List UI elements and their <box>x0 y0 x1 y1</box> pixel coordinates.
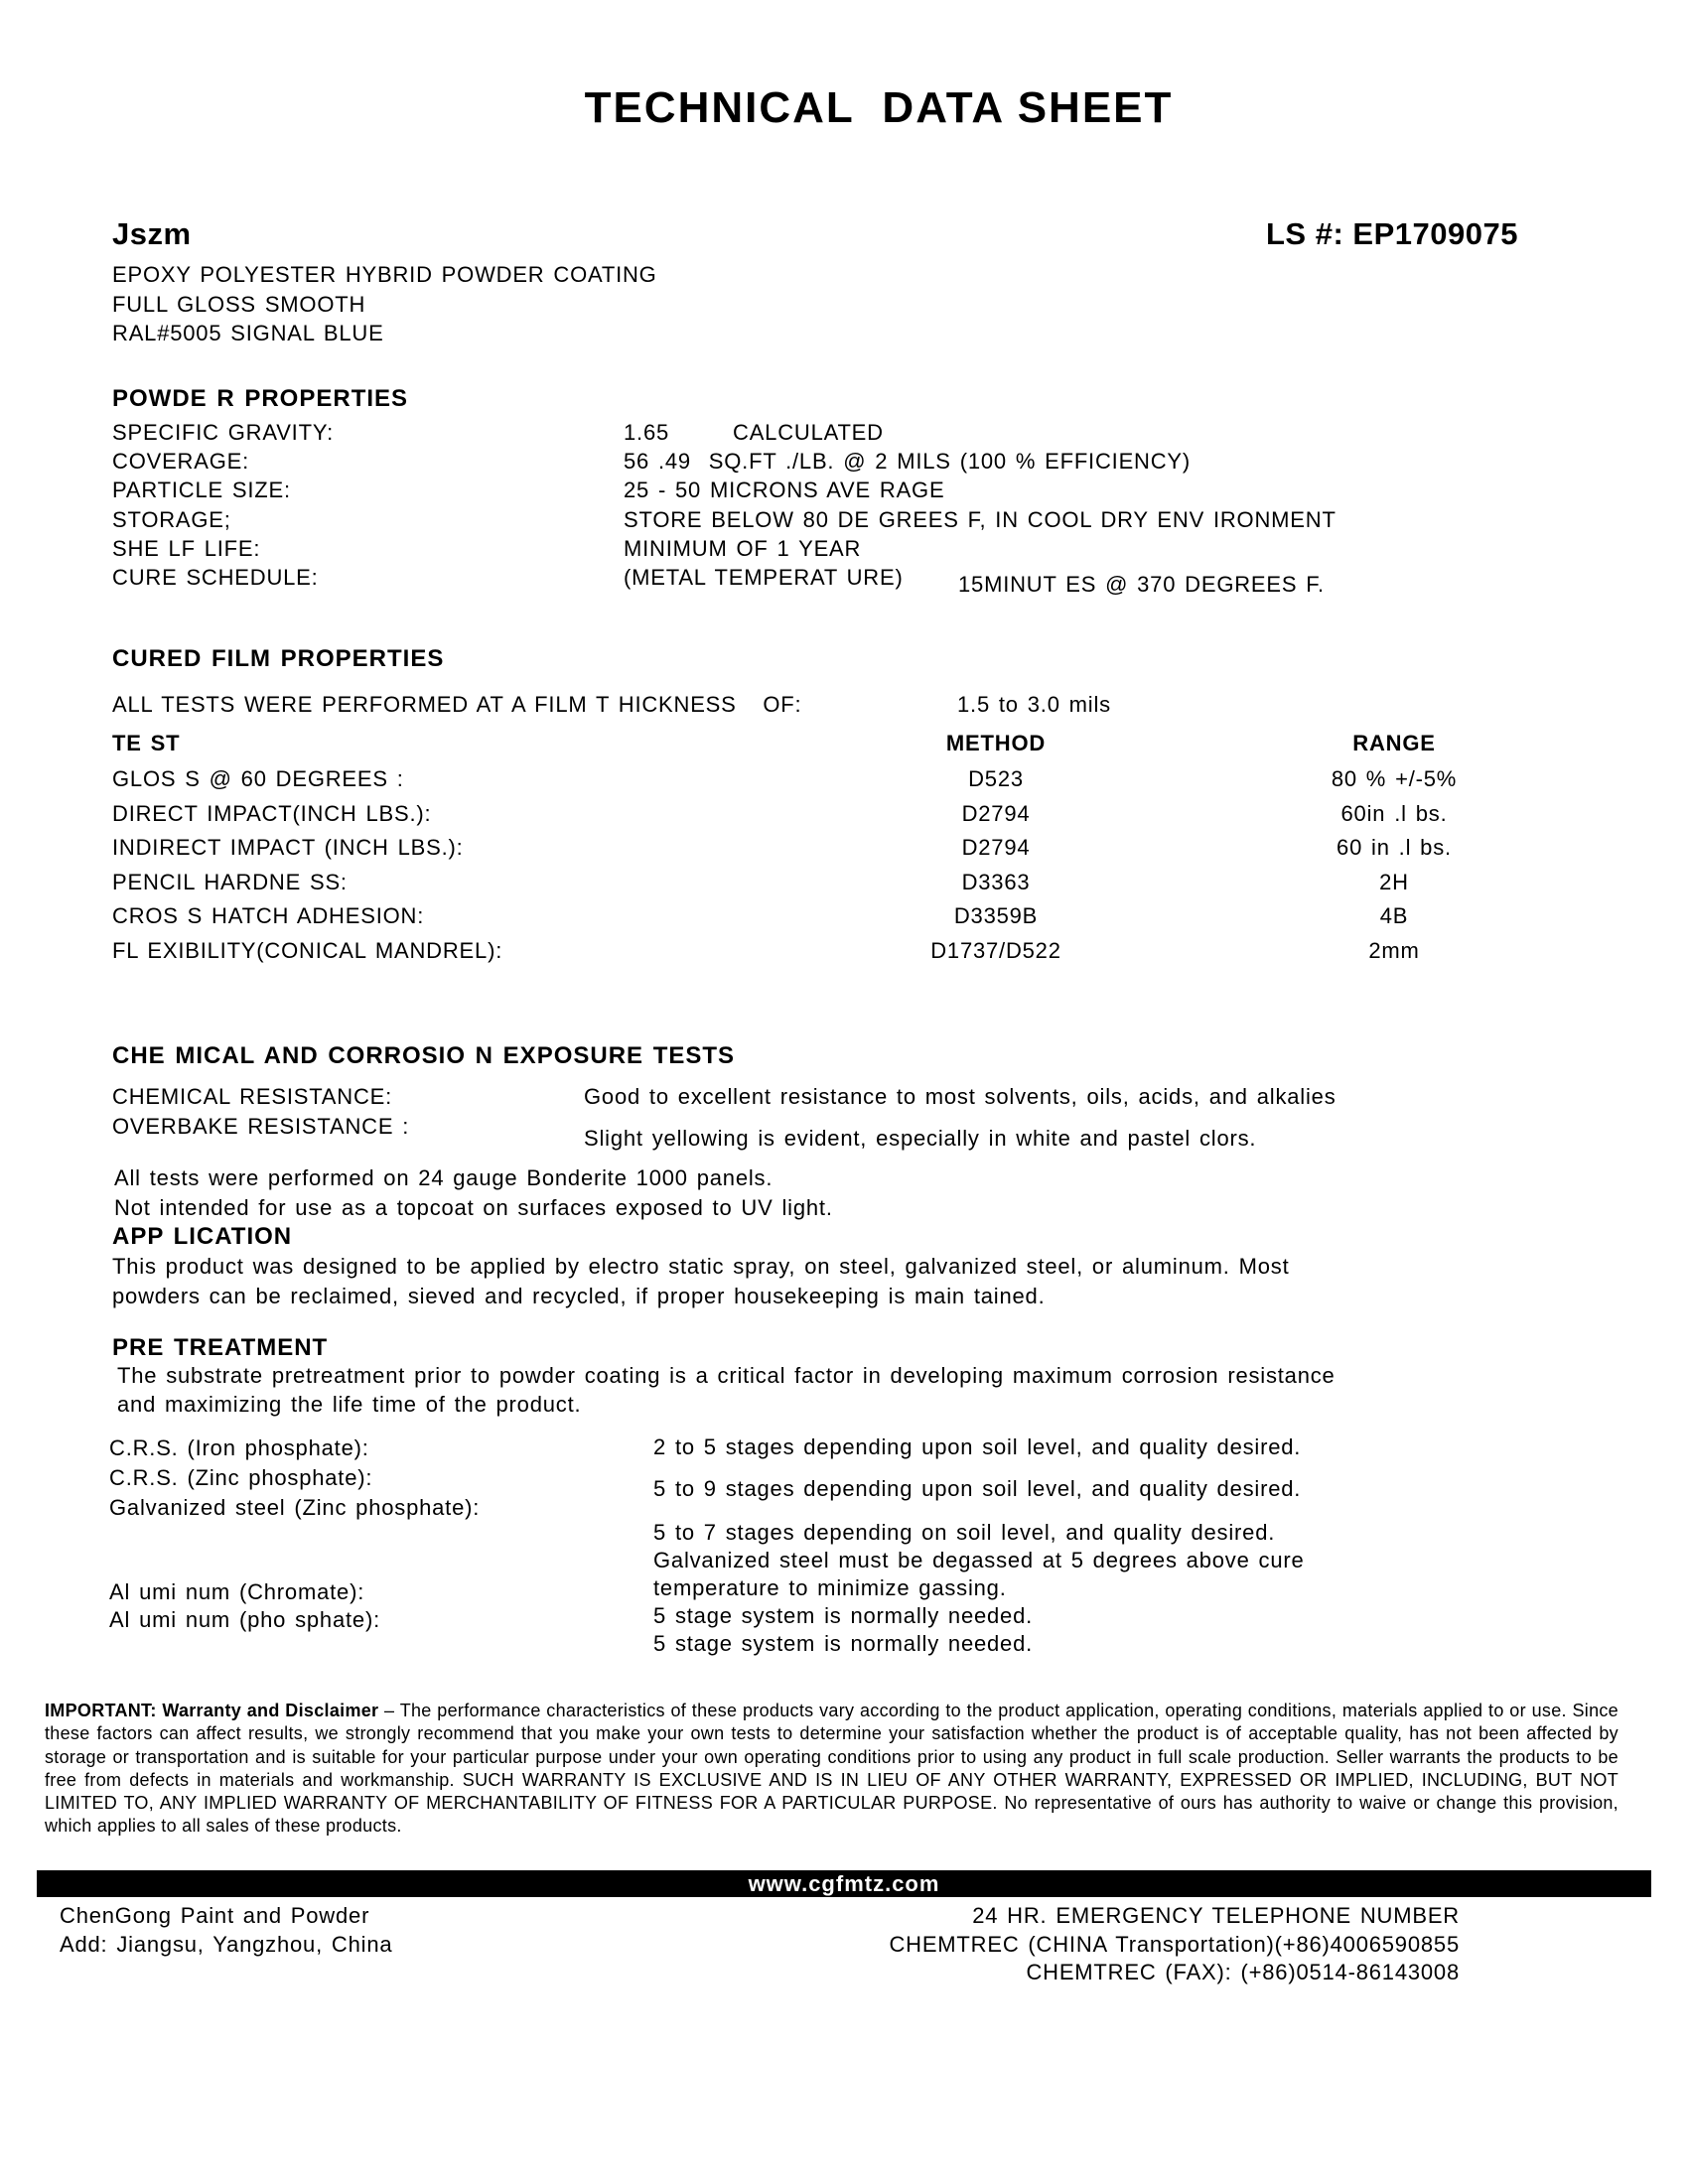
property-label: COVERAGE: <box>112 449 250 475</box>
table-row <box>112 831 1569 866</box>
test-range: 4B <box>1379 903 1409 928</box>
company-name: ChenGong Paint and Powder <box>60 1903 370 1928</box>
pretreatment-label: Galvanized steel (Zinc phosphate): <box>109 1495 481 1520</box>
column-header-method: METHOD <box>945 731 1047 755</box>
page-title: TECHNICAL DATA SHEET <box>584 83 1174 132</box>
test-range: 60 in .l bs. <box>1336 835 1452 860</box>
application-text <box>112 1252 1289 1311</box>
property-value: MINIMUM OF 1 YEAR <box>624 535 862 561</box>
pretreatment-value: 5 to 9 stages depending upon soil level, and quality desired. <box>653 1476 1302 1501</box>
property-value: 56 .49 SQ.FT ./LB. @ 2 MILS (100 % EFFICIENCY) <box>624 449 1192 475</box>
pretreatment-value: 5 to 7 stages depending on soil level, and quality desired. <box>653 1520 1276 1545</box>
test-method: D1737/D522 <box>930 937 1061 963</box>
test-name: GLOS S @ 60 DEGREES : <box>112 766 404 791</box>
pretreatment-label: Al umi num (pho sphate): <box>109 1606 380 1632</box>
property-value: (METAL TEMPERAT URE) <box>624 565 904 591</box>
test-name: PENCIL HARDNE SS: <box>112 869 348 894</box>
property-label: SPECIFIC GRAVITY: <box>112 420 335 445</box>
test-method: D2794 <box>961 800 1031 826</box>
test-range: 2mm <box>1368 937 1420 963</box>
pretreatment-values <box>653 1433 1305 1658</box>
pretreatment-label: C.R.S. (Iron phosphate): <box>109 1435 369 1460</box>
property-note: CALCULATED <box>733 420 884 445</box>
emergency-line: 24 HR. EMERGENCY TELEPHONE NUMBER <box>972 1903 1460 1928</box>
test-method: D3363 <box>961 869 1031 894</box>
application-heading: APP LICATION <box>112 1223 293 1250</box>
pretreatment-value: temperature to minimize gassing. <box>653 1575 1007 1600</box>
chemical-tests-heading: CHE MICAL AND CORROSIO N EXPOSURE TESTS <box>112 1042 736 1069</box>
test-range: 2H <box>1379 869 1409 894</box>
emergency-line: CHEMTREC (CHINA Transportation)(+86)4006590855 <box>889 1931 1460 1957</box>
product-name: Jszm <box>112 216 192 251</box>
application-line: This product was designed to be applied by electro static spray, on steel, galvanized steel, or aluminum. Most <box>112 1254 1290 1279</box>
test-name: CROS S HATCH ADHESION: <box>112 903 425 928</box>
application-line: powders can be reclaimed, sieved and recycled, if proper housekeeping is main tained. <box>112 1284 1046 1308</box>
pretreatment-heading: PRE TREATMENT <box>112 1334 329 1361</box>
property-label: PARTICLE SIZE: <box>112 478 291 503</box>
test-name: DIRECT IMPACT(INCH LBS.): <box>112 800 432 826</box>
film-table-header <box>112 729 1569 757</box>
powder-properties-heading: POWDE R PROPERTIES <box>112 385 409 412</box>
table-row <box>112 899 1569 934</box>
overbake-resistance-value: Slight yellowing is evident, especially in white and pastel clors. <box>584 1126 1257 1151</box>
test-name: INDIRECT IMPACT (INCH LBS.): <box>112 835 464 860</box>
table-row <box>112 797 1569 832</box>
pretreatment-labels-lower <box>109 1578 380 1633</box>
property-row <box>112 505 1582 534</box>
note-line: Not intended for use as a topcoat on surfaces exposed to UV light. <box>114 1195 833 1220</box>
description-line: FULL GLOSS SMOOTH <box>112 291 366 317</box>
column-header-test: TE ST <box>112 731 181 755</box>
property-row <box>112 563 1582 598</box>
test-method: D523 <box>968 766 1024 791</box>
test-method: D3359B <box>953 903 1039 928</box>
pretreatment-labels-upper <box>109 1433 480 1523</box>
pretreatment-value: 2 to 5 stages depending upon soil level, and quality desired. <box>653 1434 1302 1459</box>
property-row <box>112 418 1582 447</box>
description-line: RAL#5005 SIGNAL BLUE <box>112 321 384 345</box>
note-line: All tests were performed on 24 gauge Bonderite 1000 panels. <box>114 1165 774 1190</box>
test-name: FL EXIBILITY(CONICAL MANDREL): <box>112 937 503 963</box>
product-description <box>112 260 657 348</box>
powder-properties-list <box>112 418 1582 598</box>
chemical-resistance-value: Good to excellent resistance to most solvents, oils, acids, and alkalies <box>584 1084 1336 1109</box>
pretreatment-label: Al umi num (Chromate): <box>109 1579 365 1604</box>
footer-emergency-block <box>844 1902 1460 1987</box>
website-bar <box>37 1870 1651 1897</box>
website-link[interactable]: www.cgfmtz.com <box>748 1871 940 1896</box>
property-value: STORE BELOW 80 DE GREES F, IN COOL DRY ENV IRONMENT <box>624 506 1336 532</box>
company-address: Add: Jiangsu, Yangzhou, China <box>60 1931 393 1957</box>
test-method: D2794 <box>961 835 1031 860</box>
property-note: 15MINUT ES @ 370 DEGREES F. <box>958 572 1325 598</box>
chemical-resistance-label: CHEMICAL RESISTANCE: <box>112 1084 393 1109</box>
pretreatment-value: Galvanized steel must be degassed at 5 degrees above cure <box>653 1548 1305 1572</box>
test-notes <box>114 1163 833 1223</box>
property-label: SHE LF LIFE: <box>112 535 261 561</box>
property-row <box>112 534 1582 563</box>
film-thickness-line <box>112 690 1502 719</box>
property-row <box>112 447 1582 476</box>
table-row <box>112 934 1569 969</box>
test-range: 60in .l bs. <box>1340 800 1448 826</box>
pretreatment-value: 5 stage system is normally needed. <box>653 1631 1034 1656</box>
property-value: 25 - 50 MICRONS AVE RAGE <box>624 478 945 503</box>
overbake-resistance-label: OVERBAKE RESISTANCE : <box>112 1114 410 1139</box>
footer-company-block <box>60 1902 392 1959</box>
description-line: EPOXY POLYESTER HYBRID POWDER COATING <box>112 262 657 287</box>
pretreatment-label: C.R.S. (Zinc phosphate): <box>109 1465 373 1490</box>
pretreatment-intro-line: and maximizing the life time of the product. <box>117 1391 582 1417</box>
film-table-rows <box>112 762 1569 968</box>
property-row <box>112 476 1582 504</box>
table-row <box>112 866 1569 900</box>
pretreatment-intro-line: The substrate pretreatment prior to powder coating is a critical factor in developing maximum corrosion resistance <box>117 1363 1336 1388</box>
film-thickness-label: ALL TESTS WERE PERFORMED AT A FILM T HICKNESS OF: <box>112 692 802 717</box>
test-range: 80 % +/-5% <box>1331 766 1458 791</box>
property-label: STORAGE; <box>112 506 231 532</box>
property-label: CURE SCHEDULE: <box>112 565 319 591</box>
disclaimer-lead: IMPORTANT: Warranty and Disclaimer <box>45 1701 379 1720</box>
ls-number: LS #: EP1709075 <box>1266 216 1518 251</box>
property-value: 1.65 <box>624 420 670 445</box>
disclaimer-text: – The performance characteristics of these products vary according to the product application, operating conditions, materials applied to or use. Since these factors can affect results, we strongly recommend that you make your own tests to determine your satisfaction whether the product is of acceptable quality, has not been affected by storage or transportation and is suitable for your particular purpose under your own operating conditions prior to using any product in full scale production. Seller warrants the products to be free from defects in materials and workmanship. SUCH WARRANTY IS EXCLUSIVE AND IS IN LIEU OF ANY OTHER WARRANTY, EXPRESSED OR IMPLIED, INCLUDING, BUT NOT LIMITED TO, ANY IMPLIED WARRANTY OF MERCHANTABILITY OF FITNESS FOR A PARTICULAR PURPOSE. No representative of ours has authority to waive or change this provision, which applies to all sales of these products. <box>45 1701 1618 1837</box>
pretreatment-intro <box>117 1362 1336 1419</box>
column-header-range: RANGE <box>1352 731 1436 755</box>
film-thickness-value: 1.5 to 3.0 mils <box>957 692 1111 717</box>
pretreatment-value: 5 stage system is normally needed. <box>653 1603 1034 1628</box>
cured-film-heading: CURED FILM PROPERTIES <box>112 645 445 672</box>
warranty-disclaimer <box>45 1700 1618 1839</box>
emergency-line: CHEMTREC (FAX): (+86)0514-86143008 <box>1026 1960 1460 1984</box>
table-row <box>112 762 1569 797</box>
